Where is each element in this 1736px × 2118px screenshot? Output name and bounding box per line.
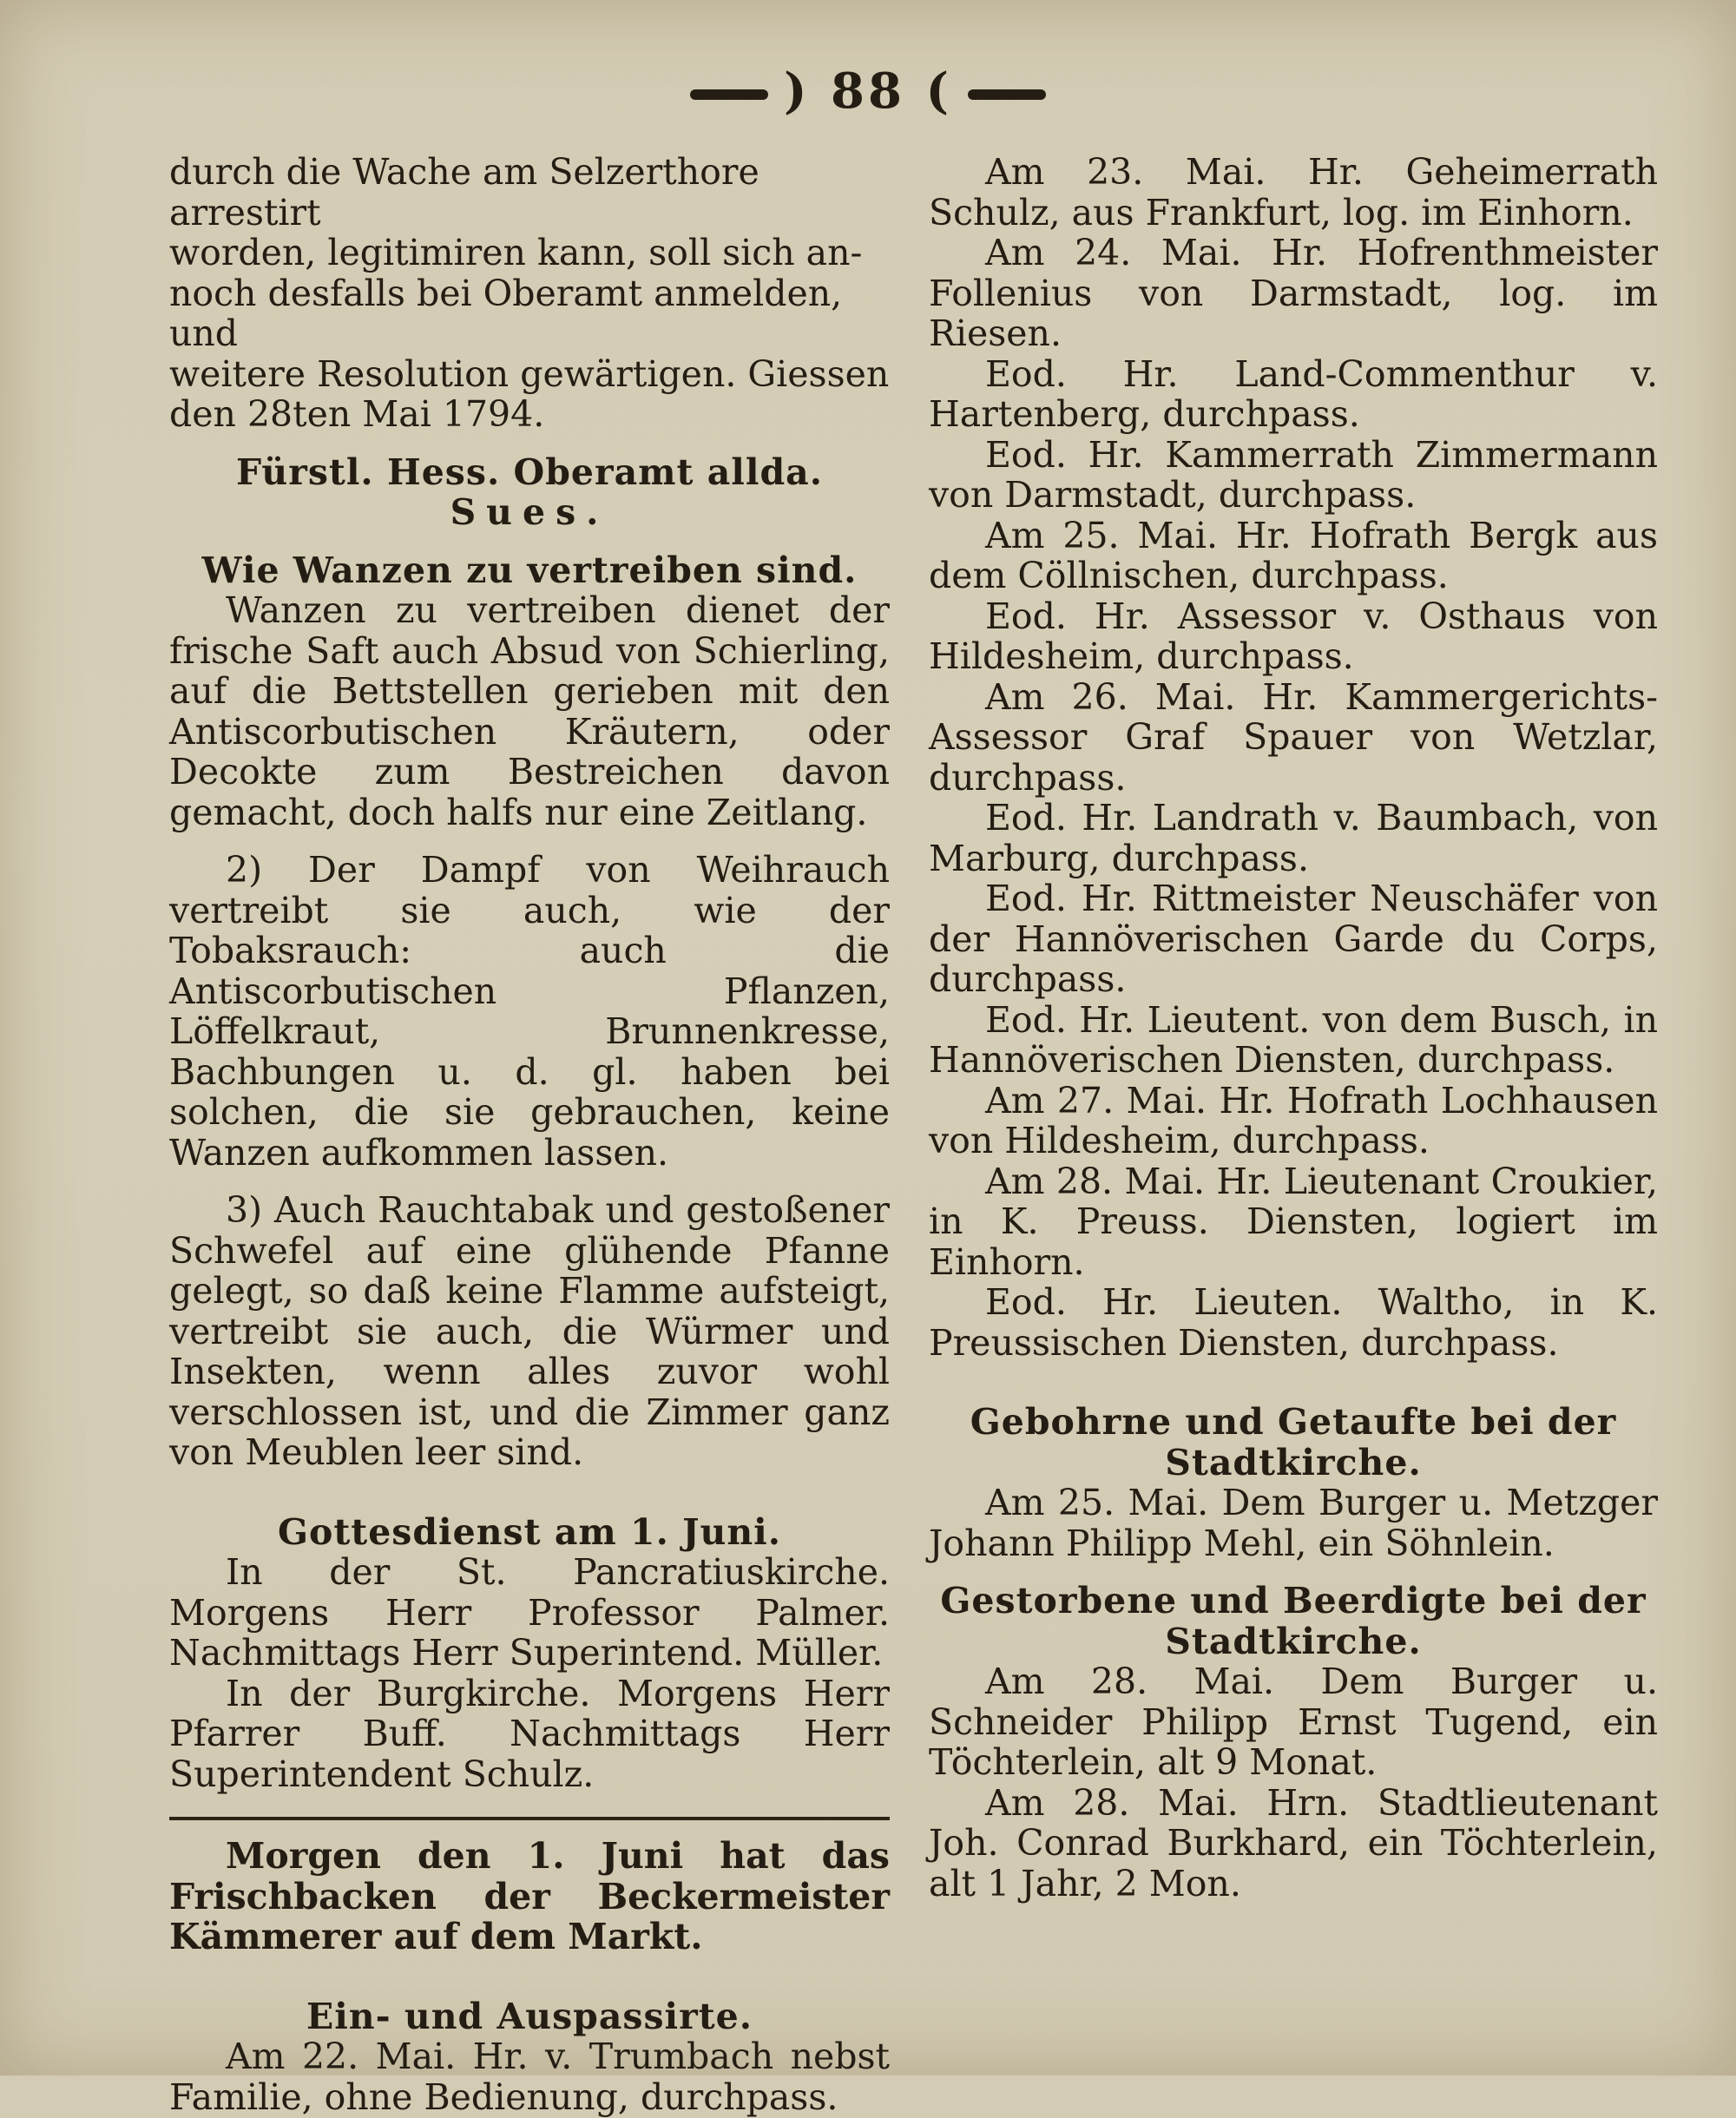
passanten-entry: Am 27. Mai. Hr. Hofrath Lochhausen von Hildesheim, durchpass. (929, 1079, 1658, 1161)
header-dash-left (690, 89, 768, 100)
notice-text (169, 152, 890, 435)
wanzen-paragraph-2: 2) Der Dampf von Weihrauch vertreibt sie auch, wie der Tobaksrauch: auch die Antiscorbutischen Pflanzen, Löffelkraut, Brunnenkresse, Bachbungen u. d. gl. haben bei solchen, die sie gebrauchen, keine Wanzen aufkommen lassen. (169, 849, 890, 1174)
gottesdienst-paragraph-2: In der Burgkirche. Morgens Herr Pfarrer Buff. Nachmittags Herr Superintendent Schulz. (169, 1672, 890, 1795)
passanten-entry: Am 25. Mai. Hr. Hofrath Bergk aus dem Cöllnischen, durchpass. (929, 514, 1658, 596)
passanten-entry: Eod. Hr. Lieutent. von dem Busch, in Hannöverischen Diensten, durchpass. (929, 998, 1658, 1081)
passanten-entry: Eod. Hr. Assessor v. Osthaus von Hildesheim, durchpass. (929, 595, 1658, 677)
gestorbene-paragraph-2: Am 28. Mai. Hrn. Stadtlieutenant Joh. Conrad Burkhard, ein Töchterlein, alt 1 Jahr, 2 Mon. (929, 1781, 1658, 1904)
passanten-entry: Am 24. Mai. Hr. Hofrenthmeister Follenius von Darmstadt, log. im Riesen. (929, 232, 1658, 354)
bakery-notice: Morgen den 1. Juni hat das Frischbacken der Beckermeister Kämmerer auf dem Markt. (169, 1835, 890, 1957)
left-column (169, 152, 890, 2117)
wanzen-heading: Wie Wanzen zu vertreiben sind. (201, 549, 858, 591)
notice-line: weitere Resolution gewärtigen. Giessen (169, 352, 890, 395)
passanten-entry: Eod. Hr. Lieuten. Waltho, in K. Preussischen Diensten, durchpass. (929, 1281, 1658, 1364)
passanten-heading: Ein- und Auspassirte. (306, 1995, 753, 2037)
notice-line: den 28ten Mai 1794. (169, 393, 545, 435)
page-header (0, 62, 1736, 120)
gestorbene-heading: Gestorbene und Beerdigte bei der (940, 1580, 1647, 1621)
gebohrne-heading: Gebohrne und Getaufte bei der Stadtkirche. (970, 1401, 1617, 1483)
wanzen-paragraph-1: Wanzen zu vertreiben dienet der frische Saft auch Absud von Schierling, auf die Bettstellen gerieben mit den Antiscorbutischen Kräutern, oder Decokte zum Bestreichen davon gemacht, doch halfs nur eine Zeitlang. (169, 589, 890, 833)
wanzen-paragraph-3: 3) Auch Rauchtabak und gestoßener Schwefel auf eine glühende Pfanne gelegt, so daß keine Flamme aufsteigt, vertreibt sie auch, die Würmer und Insekten, wenn alles zuvor wohl verschlossen ist, und die Zimmer ganz von Meublen leer sind. (169, 1189, 890, 1473)
section-divider (169, 1817, 890, 1820)
notice-line: durch die Wache am Selzerthore arrestirt (169, 151, 760, 234)
passanten-entry: Eod. Hr. Landrath v. Baumbach, von Marburg, durchpass. (929, 797, 1658, 879)
passanten-entry: Am 28. Mai. Hr. Lieutenant Croukier, in K. Preuss. Diensten, logiert im Einhorn. (929, 1160, 1658, 1283)
passanten-entry: Am 26. Mai. Hr. Kammergerichts-Assessor Graf Spauer von Wetzlar, durchpass. (929, 675, 1658, 799)
right-column (929, 152, 1658, 1904)
gestorbene-heading-2: Stadtkirche. (1165, 1620, 1422, 1662)
gottesdienst-heading: Gottesdienst am 1. Juni. (277, 1510, 781, 1553)
gebohrne-paragraph-1: Am 25. Mai. Dem Burger u. Metzger Johann Philipp Mehl, ein Söhnlein. (929, 1482, 1658, 1564)
signature-name: Sues. (450, 491, 609, 533)
gestorbene-paragraph-1: Am 28. Mai. Dem Burger u. Schneider Philipp Ernst Tugend, ein Töchterlein, alt 9 Monat. (929, 1661, 1658, 1783)
signature: Fürstl. Hess. Oberamt allda. (236, 451, 823, 493)
notice-line: worden, legitimiren kann, soll sich an- (169, 232, 863, 273)
passanten-entry: Am 23. Mai. Hr. Geheimerrath Schulz, aus Frankfurt, log. im Einhorn. (929, 151, 1658, 234)
page-number: ) 88 ( (784, 62, 952, 120)
passanten-entry: Eod. Hr. Kammerrath Zimmermann von Darmstadt, durchpass. (929, 433, 1658, 516)
passanten-entry: Eod. Hr. Rittmeister Neuschäfer von der Hannöverischen Garde du Corps, durchpass. (929, 878, 1658, 1000)
header-dash-right (968, 89, 1046, 100)
passanten-paragraph-1: Am 22. Mai. Hr. v. Trumbach nebst Familie, ohne Bedienung, durchpass. (169, 2036, 890, 2118)
passanten-entry: Eod. Hr. Land-Commenthur v. Hartenberg, durchpass. (929, 352, 1658, 435)
notice-line: noch desfalls bei Oberamt anmelden, und (169, 272, 843, 354)
gottesdienst-paragraph-1: In der St. Pancratiuskirche. Morgens Herr Professor Palmer. Nachmittags Herr Superintend. Müller. (169, 1551, 890, 1674)
